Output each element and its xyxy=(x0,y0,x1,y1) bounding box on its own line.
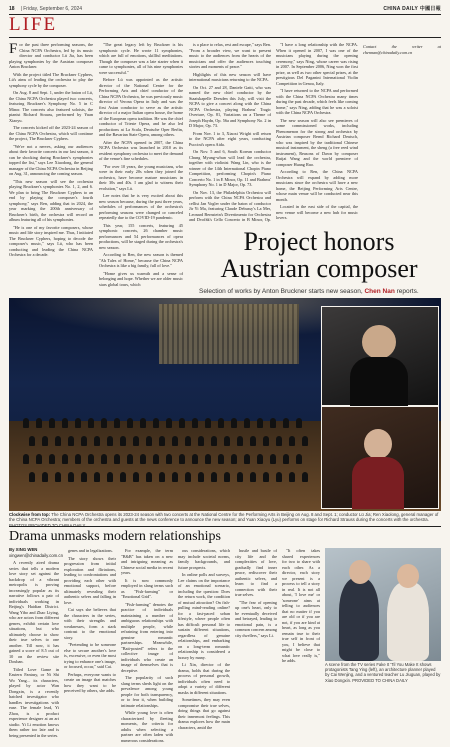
orchestra-musician xyxy=(205,454,211,464)
orchestra-musician xyxy=(23,418,29,428)
performer-photo xyxy=(321,406,439,509)
orchestra-musician xyxy=(114,418,120,428)
orchestra-musician xyxy=(55,436,61,446)
orchestra-musician xyxy=(133,472,139,482)
orchestra-musician xyxy=(120,472,126,482)
orchestra-musician xyxy=(107,472,113,482)
orchestra-musician xyxy=(283,454,289,464)
orchestra-musician xyxy=(211,436,217,446)
paragraph: "The fear of opening up one's heart, only to be eventually deceived and betrayed, leading to emotional pain, is a common concern among city dwellers," says Li. xyxy=(235,599,277,638)
orchestra-musician xyxy=(146,472,152,482)
orchestra-musician xyxy=(237,436,243,446)
paragraph: "For over 10 years, the young musicians, who were in their early 20s when they joined the orchestra, have become mature musicians in their 30s and 40s. I am glad to witness their evolution," says Lü. xyxy=(99,163,183,191)
paragraph: The new season will also see premieres of some commissioned works, including Phenomenon for the strong and orchestra by Austrian composer Bernd Richard Deutsch, who was inspired by the traditional Chinese musical instrument, the sheng (a free reed wind instrument), Reasons of Dawn by composer Ruijai Wang and the world premiere of composer Huang Ruo. xyxy=(276,117,358,167)
orchestra-musician xyxy=(276,436,282,446)
paragraph: For example, the term "B&B" has taken on a new and intriguing meaning as Chinese social media in recent years. xyxy=(121,548,173,575)
paragraph: "Pretending to be someone else to secure another's love is, excessive, or even the most trying to enhance one's image, or focused, occur," said Cai. xyxy=(64,642,116,669)
paragraph: "We're not a nerves, asking our audiences about their favorite concerts in our last season, it can be shocking during Bruckner's symphonies topped the list," says Lee Xiaodong, the general manager of the China NCPA Orchestra in Beijing on Aug. 31, announcing the coming season. xyxy=(9,143,93,176)
orchestra-musician xyxy=(133,436,139,446)
orchestra-musician xyxy=(127,418,133,428)
actor-right-face xyxy=(397,564,419,588)
performer-body xyxy=(352,457,404,509)
issue-date: | Friday, September 6, 2024 xyxy=(20,5,83,12)
orchestra-musician xyxy=(289,472,295,482)
orchestra-musician xyxy=(42,436,48,446)
byline xyxy=(9,547,63,558)
orchestra-musician xyxy=(263,436,269,446)
deck-text: Selection of works by Anton Bruckner starts new season, xyxy=(199,288,363,295)
page-header xyxy=(9,4,441,13)
paragraph: is a place to relax, rest and escape," says Ren. "From a broader view, we want to present music to the audiences from the hearts of the musicians and offer the audiences touching stories and moments of peace." xyxy=(189,42,271,69)
paragraph: On Nov. 5 and 6, South Korean conductor Chung Myung-whun will lead the orchestra, together with violinist Wang Lin, who is the winner of the 14th International Chopin Piano Competition, performing Chopin's Piano Concerto No. 1 in E Minor, Op. 11 and Brahms' Symphony No. 1 in D Major, Op. 73. xyxy=(189,149,271,187)
orchestra-musician xyxy=(81,436,87,446)
orchestra-musician xyxy=(166,418,172,428)
orchestra-musician xyxy=(185,472,191,482)
orchestra-musician xyxy=(55,472,61,482)
paragraph: This year, 155 concerts, featuring 45 symphonic concerts, 26 chamber music performances and 54 performances of opera productions, will be staged during the orchestra's new season. xyxy=(99,222,183,250)
orchestra-musician xyxy=(257,418,263,428)
tv-series-photo xyxy=(325,548,441,661)
orchestra-musician xyxy=(75,418,81,428)
paragraph: Located in the east side of the capital, the new venue will become a new hub for music lovers. xyxy=(276,204,358,220)
orchestra-musician xyxy=(127,454,133,464)
orchestra-musician xyxy=(68,436,74,446)
paragraph: Sometimes, they may even compromise their true selves, doing things that go against their innermost feelings. This drama explores how the main characters, amid the xyxy=(178,697,230,730)
paragraph: According to Ren, the China NCPA Orchestra will expand by adding more musicians since the orchestra will have a new home, the Beijing Performing Arts Centre, whose main venue will be conducted near this month. xyxy=(276,169,358,202)
article1-col3 xyxy=(189,42,271,222)
paragraph: From Nov. 1 to 3, Xiaoxi Wright will return to the NCPA after eight years, conducting Puccini's opera Aida. xyxy=(189,130,271,147)
article2-col5 xyxy=(235,548,277,744)
paragraph: It is now commonly employed in slang terms such as "Fish-farming" or "Emotional Grid". xyxy=(121,577,173,599)
paragraph: ous considerations, which may include societal norms, family backgrounds, and future prospects. xyxy=(178,548,230,570)
article2-col2 xyxy=(64,548,116,744)
paragraph: For the past three performing seasons, the China NCPA Orchestra, led by its music director and conductor Lü Jia, has been playing symphonies by the Austrian composer Anton Bruckner. xyxy=(9,42,93,69)
paragraph: hustle and bustle of city life and the complexities of love, gradually find inner peace, rediscover their authentic selves, and learn to find a connection with their true selves. xyxy=(235,548,277,597)
paragraph: "The great legacy left by Bruckner is his symphonic cycle. He wrote 11 symphonies, which are full of emotions, skillful meditations. Though the composer was a late starter when it came to symphonies, all of his nine symphonies were successful." xyxy=(99,42,183,75)
paragraph: genes and in legalizations. xyxy=(68,548,113,553)
orchestra-musician xyxy=(244,418,250,428)
orchestra-musician xyxy=(218,454,224,464)
orchestra-musician xyxy=(244,454,250,464)
paragraph: "I have a long relationship with the NCPA. When it opened in 2007, I was one of the musicians playing during the opening ceremony," says Ning, whose career was rising in 2007. In September 2006, Ning won the first prize, as well as two other special prizes, at the prestigious Del Paganini International Violin Competition in Genoa, Italy. xyxy=(276,42,358,86)
article1-col4 xyxy=(276,42,358,222)
orchestra-musician xyxy=(224,472,230,482)
orchestra-musician xyxy=(205,418,211,428)
orchestra-musician xyxy=(75,454,81,464)
orchestra-musician xyxy=(224,436,230,446)
actor-left-face xyxy=(349,560,371,584)
deck-author: Chen Nan xyxy=(364,288,395,295)
orchestra-musician xyxy=(192,454,198,464)
orchestra-musician xyxy=(120,436,126,446)
article2-col4 xyxy=(178,548,230,744)
section-rule xyxy=(9,37,441,38)
orchestra-musician xyxy=(257,454,263,464)
deck xyxy=(199,288,441,295)
orchestra-musician xyxy=(296,418,302,428)
orchestra-musician xyxy=(218,418,224,428)
orchestra-musician xyxy=(283,418,289,428)
concert-photo xyxy=(9,298,441,511)
deck-tail: reports. xyxy=(394,288,419,295)
orchestra-musician xyxy=(94,472,100,482)
masthead-brand: CHINA DAILY 中國日報 xyxy=(383,6,441,12)
paragraph: "Home gives us warmth and a sense of belonging and hope. Whether we are older music stars global tours, which xyxy=(99,270,183,287)
paragraph: "I have returned to the NCPA and performed with the China NCPA Orchestra many times during the past decade, which feels like coming home," says Ning, adding that he was a soloist with the China NCPA Orchestra. xyxy=(276,88,358,115)
orchestra-musician xyxy=(140,454,146,464)
orchestra-musician xyxy=(159,436,165,446)
page-number: 18 xyxy=(9,5,15,12)
paragraph: While young love is often characterized by fleeting moments, the criteria for adults when selecting a partner are often laden with numerous considerations. xyxy=(121,710,173,743)
article2-rule xyxy=(9,526,441,527)
orchestra-musician xyxy=(263,472,269,482)
contact-line: Contact the writer at chennan@chinadaily.com.cn xyxy=(363,44,441,55)
orchestra-musician xyxy=(159,472,165,482)
byline-name: By XING WEN xyxy=(9,547,38,552)
caption-lead: Clockwise from top: xyxy=(9,512,51,517)
orchestra-musician xyxy=(49,418,55,428)
paragraph: According to Ren, the new season is themed "Ah Tales of Home," because the China NCPA Orchestra is like a big family, full of love." xyxy=(99,252,183,268)
orchestra-musician xyxy=(153,418,159,428)
article2-col1 xyxy=(9,560,59,744)
paragraph: Highlights of this new season will have international musicians returning to the NCPA. xyxy=(189,71,271,82)
article2-col3 xyxy=(121,548,173,744)
orchestra-musician xyxy=(198,436,204,446)
paragraph: On Nov. 13, the Philadelphia Orchestra will perform with the China NCPA Orchestra and cellist Jan Vogler under the baton of conductor Jir Yi Ma, featuring Claude Debussy's La Mer, Leonard Bernstein's Divertimento for Orchestra and Dvořák's Cello Concerto in B Minor, Op. xyxy=(189,189,271,222)
orchestra-musician xyxy=(276,472,282,482)
orchestra-musician xyxy=(36,454,42,464)
article1-col5 xyxy=(363,42,441,222)
paragraph: "He is one of my favorite composers, whose music and life story inspired me. Thus, I initiated The Bruckner Cyphers, hoping to decode the composer's music," says Lü, who has been conducting and leading the China NCPA Orchestra for a decade. xyxy=(9,224,93,257)
paragraph: "Fish-farming" denotes the practice of individuals maintaining a number of ambiguous relationships with multiple people, while refraining from entering into genuine romantic partnerships. Meanwhile, "Bait-posted" refers to the collective image of individuals who create an image of themselves that is deceptive. xyxy=(121,601,173,673)
headline: Project honors Austrian composer xyxy=(220,227,418,283)
orchestra-musician xyxy=(198,472,204,482)
paragraph: Li Xin, director of the drama, holds that during the process of personal growth, individuals often need to adopt a variety of different masks in different situations. xyxy=(178,662,230,695)
byline-email: xingwen@chinadaily.com.cn xyxy=(9,552,63,558)
orchestra-musician xyxy=(289,436,295,446)
paragraph: After the NCPA opened in 2007, the China NCPA Orchestra was launched in 2010 as its resident symphony orchestra to meet the demand of the venue's fine schedules. xyxy=(99,139,183,161)
orchestra-musician xyxy=(29,436,35,446)
drop-cap: F xyxy=(9,42,18,57)
actor-right xyxy=(387,582,429,661)
organ-pipes xyxy=(159,304,299,364)
orchestra-musician xyxy=(68,472,74,482)
orchestra-musician xyxy=(36,418,42,428)
paragraph: Before Lü was appointed as the artistic director of the National Centre for the Performing Arts and chief conductor of the China NCPA Orchestra, he was previously music director of Verona Opera in Italy and was the first Asian conductor to serve as the artistic director of a major Italian opera house, the home of the European opera tradition. He was the chief conductor of Trieste Opera, and he also led productions at La Scala, Deutsche Oper Berlin, and the Bavarian State Opera, among others. xyxy=(99,77,183,137)
orchestra-musician xyxy=(270,418,276,428)
paragraph: The popularity of such slang terms sheds light on the prevalence among young people for both transparency, or to fear it, when building intimate relationships. xyxy=(121,675,173,708)
paragraph: With the project titled The Bruckner Cyphers, Lü's aims of leading the orchestra to play the symphony cycle by the composer. xyxy=(9,71,93,88)
orchestra-musician xyxy=(179,454,185,464)
article1-col1 xyxy=(9,42,93,296)
orchestra-musician xyxy=(153,454,159,464)
orchestra-musician xyxy=(49,454,55,464)
orchestra-musician xyxy=(81,472,87,482)
caption-text: The China NCPA Orchestra opens its 2023-24 season with two concerts at the National Centre for the Performing Arts in Beijing on Aug. 8 and Sept. 1; conductor Lü Jia; Ren Xiaolong, general manager of the China NCPA Orchestra; members of the orchestra and guests at the news conference to announce the new season; and Yuan Xiaoyu (Lyu) performs on stage for Richard Strauss during the concerts with the orchestra. xyxy=(9,512,439,523)
paragraph: Perhaps, everyone wants to create an image that matches how they want to be perceived by others, she adds. xyxy=(64,671,116,693)
paragraph: "It often takes shared experiences for two to share with each other. As a director, each story we present is a process to tell a story in real. It is not all about, 'I love me' or 'someone' aims at telling to audiences that no matter if you are old or if you are not, if you are kind at heart, as long as you remain true to their true self in front of you, I believe that might be close to what love really is," he adds. xyxy=(282,548,320,663)
orchestra-musician xyxy=(296,454,302,464)
orchestra-musician xyxy=(101,454,107,464)
orchestra-musician xyxy=(179,418,185,428)
orchestra-musician xyxy=(140,418,146,428)
orchestra-musician xyxy=(192,418,198,428)
article1-col2 xyxy=(99,42,183,296)
orchestra-musician xyxy=(23,454,29,464)
paragraph: The story shows their progression from initial exploration and flirtations, leading to confrontations and providing each other with emotional support, before ultimately revealing their authentic selves and falling in love. xyxy=(64,555,116,605)
header-rule xyxy=(9,14,441,15)
orchestra-musician xyxy=(237,472,243,482)
orchestra-musician xyxy=(29,472,35,482)
orchestra-musician xyxy=(231,454,237,464)
orchestra-musician xyxy=(185,436,191,446)
article2-col6 xyxy=(282,548,320,744)
orchestra-musician xyxy=(172,436,178,446)
orchestra-musician xyxy=(62,454,68,464)
orchestra-musician xyxy=(231,418,237,428)
actor-left xyxy=(339,578,379,661)
orchestra-musician xyxy=(146,436,152,446)
paragraph: On Oct. 27 and 28, Daniele Gatti, who was named the new chief conductor by the Staatskapelle Dresden this July, will visit the NCPA to give a concert along with the China NCPA Orchestra, playing Brahms' Tragic Overture, Op. 81, Variations on a Theme of Joseph Haydn, Op. 56a and Symphony No. 2 in D Major, Op. 73. xyxy=(189,84,271,128)
paragraph: The concerts kicked off the 2023-24 season of the China NCPA Orchestra, which will continue the project, The Bruckner Cyphers. xyxy=(9,125,93,141)
orchestra-musician xyxy=(166,454,172,464)
paragraph: In online polls and surveys, Lee claims on the importance of an emotional scenario, including the question: Does the return work, the condition of mutual attraction? On fish-pulling mind-reading online? for a fast-paced urban lifestyle, where people often has difficult personal life to sustain different situations, regardless of genuine relationships, and embarking on a long-term romantic relationship is considered a luxury by many. xyxy=(178,572,230,660)
paragraph: Lee notes that he is very excited about this new season because, during the past three years, schedules of performances of the orchestra's performing seasons were changed or canceled repeatedly due to the COVID-19 pandemic. xyxy=(99,193,183,220)
orchestra-musician xyxy=(62,418,68,428)
orchestra-musician xyxy=(88,418,94,428)
conductor-body xyxy=(350,357,408,407)
orchestra-musician xyxy=(94,436,100,446)
conductor-face xyxy=(362,325,396,359)
orchestra-musician xyxy=(101,418,107,428)
paragraph: Cai says she believes that the characters in the series, with their strengths and weaknesses, form a stark contrast to the emotional story. xyxy=(64,607,116,640)
paragraph: A recently aired drama series that tells a modern love story set against the backdrop of a vibrant metropolis is proving increasingly popular as its narrative follows a pair of individuals working in Beijing's Haidian District. Wang Yibo and Zhao Liying, who are actors from different genres, exhibit certain love situations, but who ultimately choose to show their true selves to one another. Till now, it has gained a score of 8.5 out of 10 on the review site Douban. xyxy=(9,560,59,664)
conductor-photo xyxy=(321,306,439,406)
paragraph: On Aug. 8 and Sept. 1, under the baton of Lü, the China NCPA Orchestra played two concerts, featuring Bruckner's Symphony No. 5 in C Minor. The concerts also featured soloists, the pianist Richard Strauss, performed by Yuan Xiaoyu. xyxy=(9,90,93,123)
orchestra-musician xyxy=(250,436,256,446)
article2-headline: Drama unmasks modern relationships xyxy=(9,529,221,544)
orchestra-musician xyxy=(114,454,120,464)
orchestra-musician xyxy=(42,472,48,482)
orchestra-musician xyxy=(88,454,94,464)
paragraph: "This new season will see the orchestra playing Bruckner's symphonies No. 1, 2, and 6. We plan to bring The Bruckner Cyphers to an end by playing the composer's fourth symphony," says Ren, adding that in 2024, the year marking the 200th anniversary of Bruckner's birth, the orchestra will record an album featuring all of his symphonies. xyxy=(9,178,93,222)
orchestra-musician xyxy=(302,436,308,446)
orchestra-musician xyxy=(270,454,276,464)
orchestra-musician xyxy=(172,472,178,482)
paragraph: Titled Love Game in Eastern Fantasy, or Ni Shi Wo Yang... its characters, played by actor Wan Dongxin, is a recently hatched investigator who handles investigations with ease. The female lead, Yi Zhou, is a product experience designer at an art studio. Yi Li emotion knows them rather too late and is being presented in the series. xyxy=(9,666,59,738)
orchestra-musician xyxy=(250,472,256,482)
orchestra-musician xyxy=(211,472,217,482)
tv-photo-caption: A scene from the TV series Fake It 'Til You Make It shows protagonists Tang Ying (left), an architecture planner played by Cai Wenjing, and a ventured teacher Lu Jiuguan, played by Xiao Dongxin. PROVIDED TO CHINA DAILY xyxy=(325,662,441,683)
orchestra-musician xyxy=(107,436,113,446)
orchestra-musician xyxy=(302,472,308,482)
performer-face xyxy=(364,429,392,459)
section-title: LIFE xyxy=(9,14,58,35)
